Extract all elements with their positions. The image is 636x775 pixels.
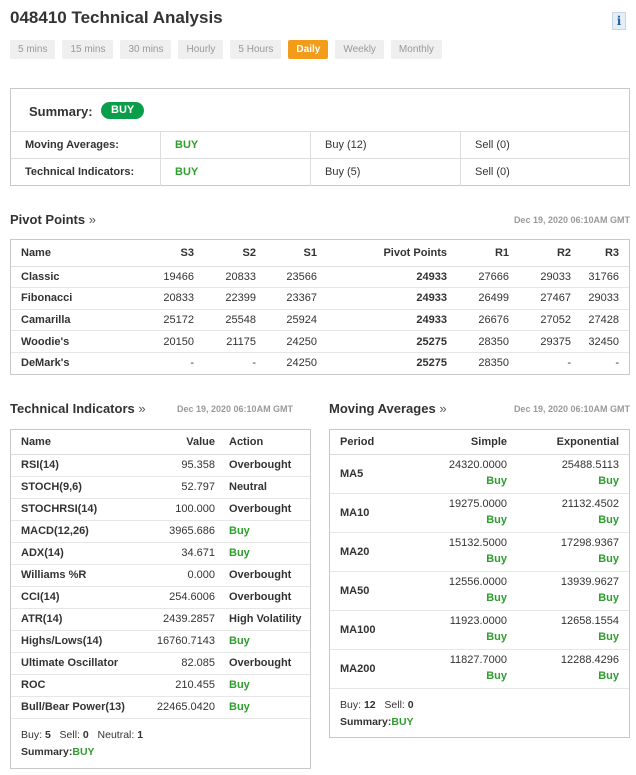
ti-name: Ultimate Oscillator xyxy=(11,652,139,674)
pivot-r1: 26676 xyxy=(457,309,519,331)
ti-footer xyxy=(11,719,310,758)
ma-exp-cell xyxy=(517,493,629,532)
ti-name: ATR(14) xyxy=(11,608,139,630)
ma-exp-cell xyxy=(517,610,629,649)
ma-exp-action: Buy xyxy=(598,630,619,643)
page-title: 048410 Technical Analysis xyxy=(10,8,223,27)
table-row xyxy=(11,520,310,542)
tab-5-hours[interactable]: 5 Hours xyxy=(230,40,281,59)
table-row xyxy=(11,266,629,288)
pivot-s2: - xyxy=(252,357,256,370)
pivot-s3: 19466 xyxy=(121,266,204,288)
ti-value: 82.085 xyxy=(139,652,221,674)
table-row xyxy=(11,564,310,586)
table-row xyxy=(330,493,629,532)
ti-name: ROC xyxy=(11,674,139,696)
ti-neutral-count: 1 xyxy=(137,728,144,741)
ma-buy-count: 12 xyxy=(363,698,376,711)
ma-exp-action: Buy xyxy=(598,513,619,526)
ma-col-simple: Simple xyxy=(420,430,517,454)
ti-neutral-label: Neutral: xyxy=(97,728,135,741)
ti-value: 34.671 xyxy=(139,542,221,564)
pivot-s2: 22399 xyxy=(204,288,266,310)
ma-col-period: Period xyxy=(330,430,420,454)
summary-row-signal: BUY xyxy=(161,132,311,158)
technical-indicators-title[interactable] xyxy=(10,401,146,416)
table-row xyxy=(330,532,629,571)
moving-averages-title[interactable] xyxy=(329,401,447,416)
pivot-header-row xyxy=(11,240,629,266)
summary-row-name: Moving Averages: xyxy=(11,132,161,158)
ma-col-exponential: Exponential xyxy=(517,430,629,454)
ma-exp-action: Buy xyxy=(598,474,619,487)
ma-exp-value: 12658.1554 xyxy=(560,614,619,627)
pivot-points-title[interactable] xyxy=(10,212,96,227)
ma-summary-value: BUY xyxy=(391,715,414,728)
ma-simple-action: Buy xyxy=(486,474,507,487)
table-row xyxy=(330,649,629,688)
tab-15-mins[interactable]: 15 mins xyxy=(62,40,113,59)
ti-value: 100.000 xyxy=(139,498,221,520)
tab-hourly[interactable]: Hourly xyxy=(178,40,223,59)
pivot-r3: 29033 xyxy=(581,288,629,310)
ma-exp-value: 12288.4296 xyxy=(560,653,619,666)
pivot-col-r2: R2 xyxy=(519,240,581,266)
tab-5-mins[interactable]: 5 mins xyxy=(10,40,55,59)
ma-period: MA5 xyxy=(330,454,420,493)
ma-simple-value: 11923.0000 xyxy=(449,614,507,627)
pivot-r3: 27428 xyxy=(581,309,629,331)
ti-name: CCI(14) xyxy=(11,586,139,608)
pivot-col-s2: S2 xyxy=(204,240,266,266)
pivot-s1: 24250 xyxy=(266,331,327,353)
tab-weekly[interactable]: Weekly xyxy=(335,40,384,59)
pivot-col-s1: S1 xyxy=(266,240,327,266)
pivot-points-timestamp: Dec 19, 2020 06:10AM GMT xyxy=(513,215,630,225)
ti-value: 3965.686 xyxy=(139,520,221,542)
pivot-s3: 20833 xyxy=(121,288,204,310)
pivot-s3: 20150 xyxy=(121,331,204,353)
pivot-s1: 24250 xyxy=(286,357,317,370)
pivot-col-s3: S3 xyxy=(121,240,204,266)
pivot-s2: 25548 xyxy=(204,309,266,331)
summary-signal-badge: BUY xyxy=(101,102,144,119)
pivot-col-r3: R3 xyxy=(581,240,629,266)
ma-footer xyxy=(330,689,629,728)
table-row xyxy=(11,608,310,630)
ma-period: MA200 xyxy=(330,649,420,688)
summary-row-buy-count: Buy (12) xyxy=(311,132,461,158)
pivot-r1: 28350 xyxy=(478,357,509,370)
ma-exp-cell xyxy=(517,649,629,688)
ti-name: ADX(14) xyxy=(11,542,139,564)
ti-action: Buy xyxy=(221,696,310,718)
ma-period: MA10 xyxy=(330,493,420,532)
table-row xyxy=(11,498,310,520)
technical-indicators-table xyxy=(10,429,311,769)
ti-summary-label: Summary: xyxy=(21,745,73,758)
table-row xyxy=(11,652,310,674)
ma-period: MA50 xyxy=(330,571,420,610)
ti-buy-label: Buy: xyxy=(21,728,43,741)
ma-exp-value: 21132.4502 xyxy=(561,497,619,510)
ti-name: Williams %R xyxy=(11,564,139,586)
summary-row-signal: BUY xyxy=(161,159,311,186)
ti-name: MACD(12,26) xyxy=(11,520,139,542)
summary-row-moving-averages xyxy=(11,132,629,159)
ti-value: 254.6006 xyxy=(139,586,221,608)
pivot-s1: 25924 xyxy=(266,309,327,331)
ma-exp-action: Buy xyxy=(598,669,619,682)
table-row xyxy=(11,352,629,374)
pivot-s1: 23566 xyxy=(266,266,327,288)
ma-simple-cell xyxy=(420,571,517,610)
ma-simple-cell xyxy=(420,649,517,688)
ma-exp-value: 13939.9627 xyxy=(560,575,619,588)
ti-value: 2439.2857 xyxy=(139,608,221,630)
pivot-s2: 21175 xyxy=(204,331,266,353)
ti-buy-count: 5 xyxy=(44,728,51,741)
pivot-col-r1: R1 xyxy=(457,240,519,266)
ti-name: RSI(14) xyxy=(11,454,139,476)
ti-action: High Volatility xyxy=(221,608,310,630)
ma-simple-action: Buy xyxy=(486,669,507,682)
ti-action: Overbought xyxy=(221,454,310,476)
ti-action: Buy xyxy=(221,542,310,564)
ma-simple-value: 19275.0000 xyxy=(448,497,507,510)
ti-name: Highs/Lows(14) xyxy=(11,630,139,652)
summary-row-sell-count: Sell (0) xyxy=(475,166,510,178)
ti-action: Buy xyxy=(221,630,310,652)
technical-indicators-timestamp: Dec 19, 2020 06:10AM GMT xyxy=(177,404,294,414)
ma-sell-count: 0 xyxy=(407,698,414,711)
table-row xyxy=(11,331,629,353)
ma-header-row xyxy=(330,430,629,454)
ti-col-value: Value xyxy=(139,430,221,454)
pivot-r1: 26499 xyxy=(457,288,519,310)
ti-action: Overbought xyxy=(221,652,310,674)
ti-name: STOCHRSI(14) xyxy=(11,498,139,520)
table-row xyxy=(330,454,629,493)
timeframe-tabs xyxy=(10,40,449,59)
tab-30-mins[interactable]: 30 mins xyxy=(120,40,171,59)
pivot-r3: 32450 xyxy=(581,331,629,353)
ma-simple-value: 15132.5000 xyxy=(448,536,507,549)
pivot-r2: 29033 xyxy=(519,266,581,288)
pivot-s3: - xyxy=(190,357,194,370)
ma-period: MA20 xyxy=(330,532,420,571)
ma-simple-cell xyxy=(420,454,517,493)
ti-action: Overbought xyxy=(221,586,310,608)
table-row xyxy=(11,542,310,564)
ma-exp-action: Buy xyxy=(598,591,619,604)
info-icon[interactable]: i xyxy=(612,12,626,30)
pivot-row-name: Fibonacci xyxy=(11,288,121,310)
moving-averages-timestamp: Dec 19, 2020 06:10AM GMT xyxy=(513,404,630,414)
ti-value: 16760.7143 xyxy=(139,630,221,652)
ma-simple-action: Buy xyxy=(486,630,507,643)
pivot-points-title-text: Pivot Points xyxy=(10,212,86,227)
table-row xyxy=(11,476,310,498)
summary-row-buy-count: Buy (5) xyxy=(311,159,461,186)
pivot-r3: 31766 xyxy=(581,266,629,288)
pivot-point: 25275 xyxy=(327,331,457,353)
ma-simple-value: 12556.0000 xyxy=(448,575,507,588)
double-chevron-right-icon: » xyxy=(138,401,146,416)
ti-action: Overbought xyxy=(221,564,310,586)
ti-col-name: Name xyxy=(11,430,139,454)
tab-daily[interactable]: Daily xyxy=(288,40,328,59)
pivot-row-name: Camarilla xyxy=(11,309,121,331)
table-row xyxy=(11,309,629,331)
summary-panel xyxy=(10,88,630,186)
pivot-col-name: Name xyxy=(11,240,121,266)
ti-col-action: Action xyxy=(221,430,310,454)
pivot-r2: - xyxy=(567,357,571,370)
ti-value: 210.455 xyxy=(139,674,221,696)
pivot-row-name: DeMark's xyxy=(21,357,70,370)
ma-simple-action: Buy xyxy=(486,591,507,604)
ti-name: STOCH(9,6) xyxy=(11,476,139,498)
pivot-point: 24933 xyxy=(327,288,457,310)
ma-summary-label: Summary: xyxy=(340,715,392,728)
ti-value: 0.000 xyxy=(139,564,221,586)
pivot-points-table xyxy=(10,239,630,375)
ma-exp-value: 25488.5113 xyxy=(561,458,619,471)
table-row xyxy=(330,571,629,610)
pivot-r2: 27467 xyxy=(519,288,581,310)
double-chevron-right-icon: » xyxy=(439,401,447,416)
ma-exp-cell xyxy=(517,532,629,571)
summary-row-technical-indicators xyxy=(11,159,629,186)
ma-simple-cell xyxy=(420,610,517,649)
ma-exp-cell xyxy=(517,571,629,610)
summary-label: Summary: xyxy=(29,104,93,119)
table-row xyxy=(11,288,629,310)
table-row xyxy=(11,674,310,696)
pivot-s2: 20833 xyxy=(204,266,266,288)
tab-monthly[interactable]: Monthly xyxy=(391,40,442,59)
table-row xyxy=(11,630,310,652)
ti-action: Neutral xyxy=(221,476,310,498)
ti-summary-value: BUY xyxy=(72,745,95,758)
pivot-r1: 27666 xyxy=(457,266,519,288)
pivot-row-name: Classic xyxy=(11,266,121,288)
ma-buy-label: Buy: xyxy=(340,698,362,711)
ma-simple-action: Buy xyxy=(486,552,507,565)
ti-action: Overbought xyxy=(221,498,310,520)
pivot-s3: 25172 xyxy=(121,309,204,331)
pivot-col-pivot: Pivot Points xyxy=(327,240,457,266)
ti-sell-count: 0 xyxy=(82,728,89,741)
ma-simple-action: Buy xyxy=(486,513,507,526)
ma-exp-action: Buy xyxy=(598,552,619,565)
ma-simple-value: 11827.7000 xyxy=(449,653,507,666)
ma-period: MA100 xyxy=(330,610,420,649)
ti-action: Buy xyxy=(221,674,310,696)
table-row xyxy=(11,586,310,608)
ti-value: 22465.0420 xyxy=(139,696,221,718)
ma-simple-cell xyxy=(420,532,517,571)
pivot-r2: 29375 xyxy=(519,331,581,353)
ti-name: Bull/Bear Power(13) xyxy=(11,696,139,718)
pivot-s1: 23367 xyxy=(266,288,327,310)
pivot-point: 25275 xyxy=(416,357,447,370)
ma-simple-cell xyxy=(420,493,517,532)
ma-sell-label: Sell: xyxy=(384,698,405,711)
moving-averages-table xyxy=(329,429,630,738)
pivot-point: 24933 xyxy=(327,309,457,331)
table-row xyxy=(11,696,310,718)
double-chevron-right-icon: » xyxy=(88,212,96,227)
pivot-row-name: Woodie's xyxy=(11,331,121,353)
moving-averages-title-text: Moving Averages xyxy=(329,401,436,416)
ti-value: 52.797 xyxy=(139,476,221,498)
pivot-point: 24933 xyxy=(327,266,457,288)
ti-sell-label: Sell: xyxy=(59,728,80,741)
pivot-r3: - xyxy=(615,357,619,370)
ma-simple-value: 24320.0000 xyxy=(448,458,507,471)
pivot-r2: 27052 xyxy=(519,309,581,331)
ti-value: 95.358 xyxy=(139,454,221,476)
ma-exp-value: 17298.9367 xyxy=(560,536,619,549)
summary-row-sell-count: Sell (0) xyxy=(475,139,510,151)
summary-row-name: Technical Indicators: xyxy=(11,159,161,186)
pivot-r1: 28350 xyxy=(457,331,519,353)
ma-exp-cell xyxy=(517,454,629,493)
table-row xyxy=(11,454,310,476)
technical-indicators-title-text: Technical Indicators xyxy=(10,401,135,416)
ti-action: Buy xyxy=(221,520,310,542)
ti-header-row xyxy=(11,430,310,454)
table-row xyxy=(330,610,629,649)
